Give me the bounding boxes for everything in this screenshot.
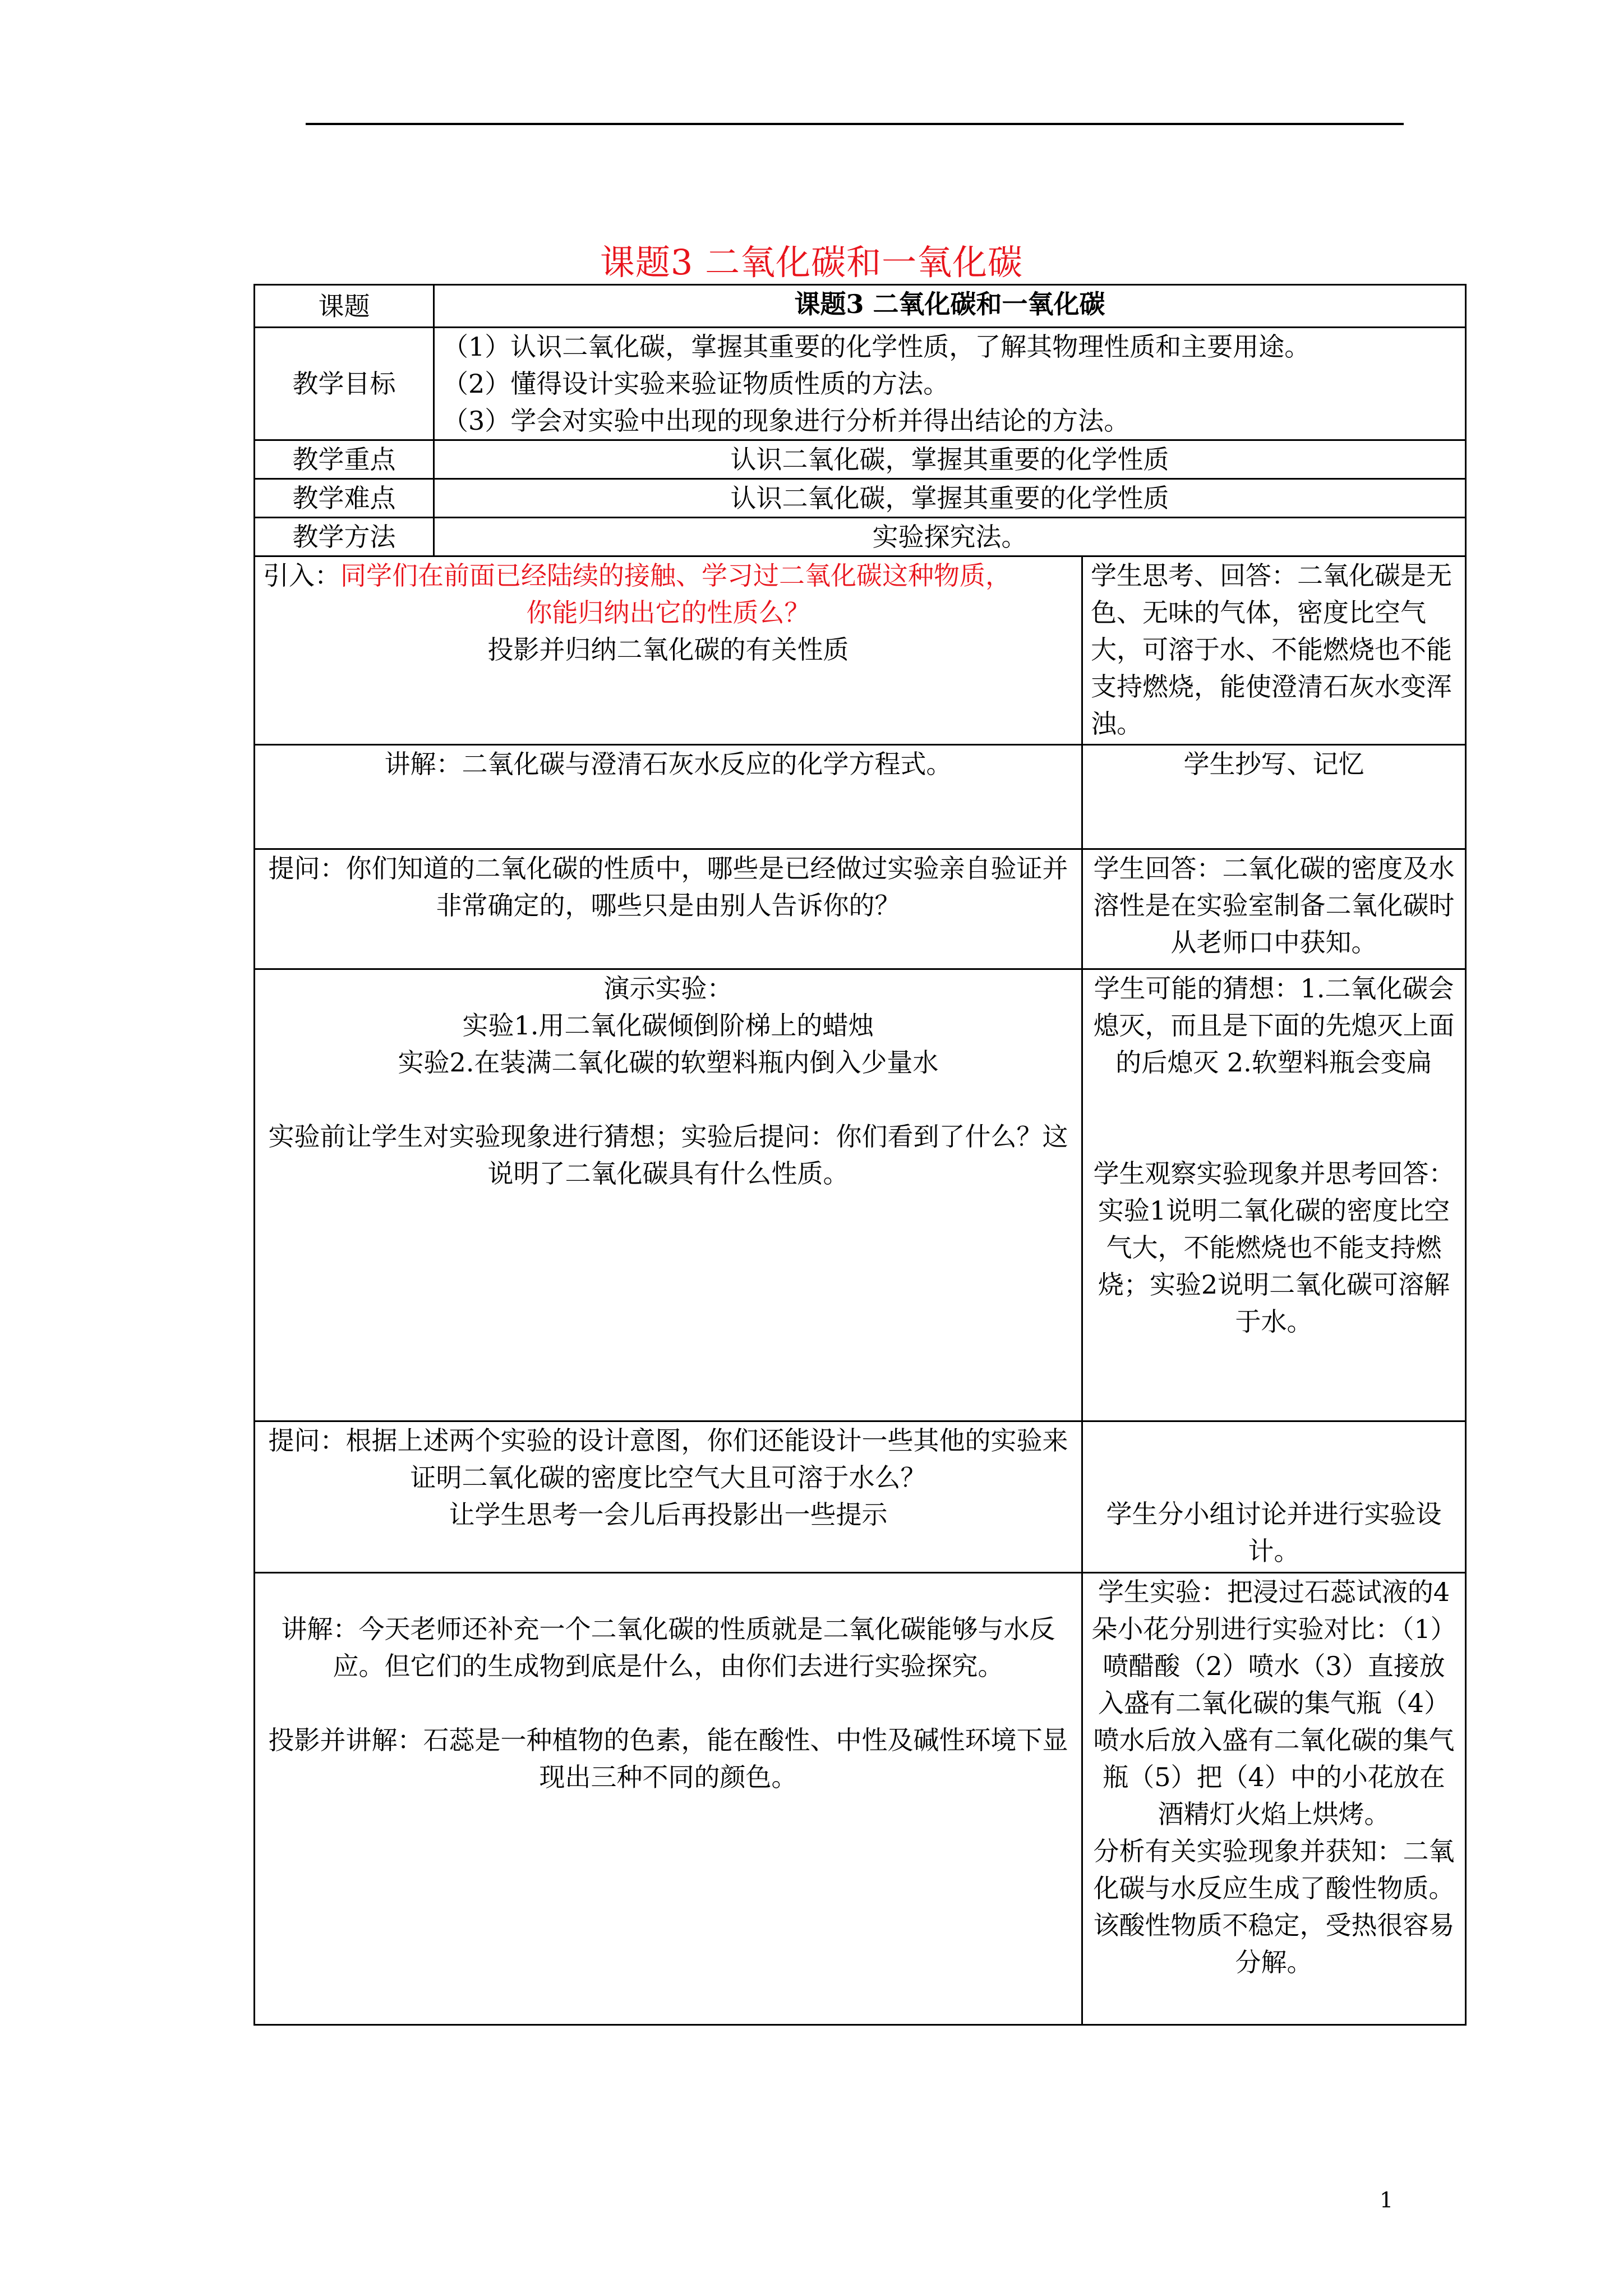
- student-cell: 学生思考、回答：二氧化碳是无色、无味的气体，密度比空气大，可溶于水、不能燃烧也不能支持燃烧，能使澄清石灰水变浑浊。: [1082, 556, 1466, 745]
- student-cell: [1082, 1573, 1466, 2025]
- row-key-point: [255, 440, 1466, 479]
- difficulty-value: 认识二氧化碳，掌握其重要的化学性质: [434, 479, 1466, 518]
- goals-cell: [434, 328, 1466, 440]
- key-point-value: 认识二氧化碳，掌握其重要的化学性质: [434, 440, 1466, 479]
- student-cell: 学生分小组讨论并进行实验设计。: [1082, 1421, 1466, 1573]
- teacher-cell: 讲解：二氧化碳与澄清石灰水反应的化学方程式。: [255, 745, 1082, 849]
- student-observe: 学生观察实验现象并思考回答：: [1093, 1158, 1455, 1189]
- header-rule: [306, 123, 1404, 125]
- demo-experiment-2: 实验2.在装满二氧化碳的软塑料瓶内倒入少量水: [398, 1047, 939, 1078]
- student-conclusion: 实验1说明二氧化碳的密度比空气大，不能燃烧也不能支持燃烧；实验2说明二氧化碳可溶解于水。: [1098, 1195, 1450, 1337]
- lesson-plan-table: [253, 284, 1467, 2026]
- topic-value: 课题3 二氧化碳和一氧化碳: [434, 285, 1466, 328]
- key-point-label: 教学重点: [255, 440, 434, 479]
- goal-item: （1）认识二氧化碳，掌握其重要的化学性质，了解其物理性质和主要用途。: [442, 332, 1311, 362]
- teacher-cell: [255, 1573, 1082, 2025]
- row-equation: [255, 745, 1466, 849]
- goal-item: （3）学会对实验中出现的现象进行分析并得出结论的方法。: [442, 406, 1130, 436]
- litmus-explanation: 讲解：今天老师还补充一个二氧化碳的性质就是二氧化碳能够与水反应。但它们的生成物到底是什么，由你们去进行实验探究。: [281, 1614, 1055, 1681]
- student-guess: 学生可能的猜想：1.二氧化碳会熄灭，而且是下面的先熄灭上面的后熄灭 2.软塑料瓶会变扁: [1093, 973, 1455, 1078]
- row-topic: [255, 285, 1466, 328]
- row-litmus: [255, 1573, 1466, 2025]
- row-intro: [255, 556, 1466, 745]
- teacher-cell: [255, 1421, 1082, 1573]
- teacher-cell: [255, 969, 1082, 1421]
- teacher-cell: [255, 556, 1082, 745]
- page-title: 课题3 二氧化碳和一氧化碳: [600, 242, 1023, 283]
- design-hint: 让学生思考一会儿后再投影出一些提示: [449, 1499, 888, 1530]
- student-experiment: 学生实验：把浸过石蕊试液的4朵小花分别进行实验对比：（1）喷醋酸（2）喷水（3）直接放入盛有二氧化碳的集气瓶（4）喷水后放入盛有二氧化碳的集气瓶（5）把（4）中的小花放在酒精灯火焰上烘烤。: [1091, 1577, 1456, 1829]
- student-cell: 学生回答：二氧化碳的密度及水溶性是在实验室制备二氧化碳时从老师口中获知。: [1082, 849, 1466, 969]
- difficulty-label: 教学难点: [255, 479, 434, 518]
- design-question: 提问：根据上述两个实验的设计意图，你们还能设计一些其他的实验来证明二氧化碳的密度比空气大且可溶于水么？: [268, 1425, 1068, 1493]
- student-cell: 学生抄写、记忆: [1082, 745, 1466, 849]
- intro-question: 同学们在前面已经陆续的接触、学习过二氧化碳这种物质，: [340, 560, 1011, 591]
- row-question: [255, 849, 1466, 969]
- student-analysis: 分析有关实验现象并获知：二氧化碳与水反应生成了酸性物质。该酸性物质不稳定，受热很容易分解。: [1093, 1836, 1455, 1977]
- intro-prefix: 引入：: [263, 560, 340, 591]
- row-design: [255, 1421, 1466, 1573]
- litmus-projection: 投影并讲解：石蕊是一种植物的色素，能在酸性、中性及碱性环境下显现出三种不同的颜色。: [268, 1725, 1068, 1792]
- page-number: 1: [1380, 2188, 1394, 2212]
- teacher-cell: 提问：你们知道的二氧化碳的性质中，哪些是已经做过实验亲自验证并非常确定的，哪些只是由别人告诉你的？: [255, 849, 1082, 969]
- intro-projection: 投影并归纳二氧化碳的有关性质: [487, 634, 849, 665]
- goal-item: （2）懂得设计实验来验证物质性质的方法。: [442, 369, 949, 399]
- demo-instruction: 实验前让学生对实验现象进行猜想；实验后提问：你们看到了什么？这说明了二氧化碳具有什么性质。: [268, 1121, 1068, 1189]
- demo-heading: 演示实验：: [603, 973, 733, 1004]
- goals-label: 教学目标: [255, 328, 434, 440]
- topic-label: 课题: [255, 285, 434, 328]
- row-goals: [255, 328, 1466, 440]
- demo-experiment-1: 实验1.用二氧化碳倾倒阶梯上的蜡烛: [462, 1010, 874, 1041]
- method-value: 实验探究法。: [434, 518, 1466, 556]
- row-difficulty: [255, 479, 1466, 518]
- student-cell: [1082, 969, 1466, 1421]
- row-method: [255, 518, 1466, 556]
- method-label: 教学方法: [255, 518, 434, 556]
- intro-question-2: 你能归纳出它的性质么？: [526, 597, 810, 628]
- row-demo: [255, 969, 1466, 1421]
